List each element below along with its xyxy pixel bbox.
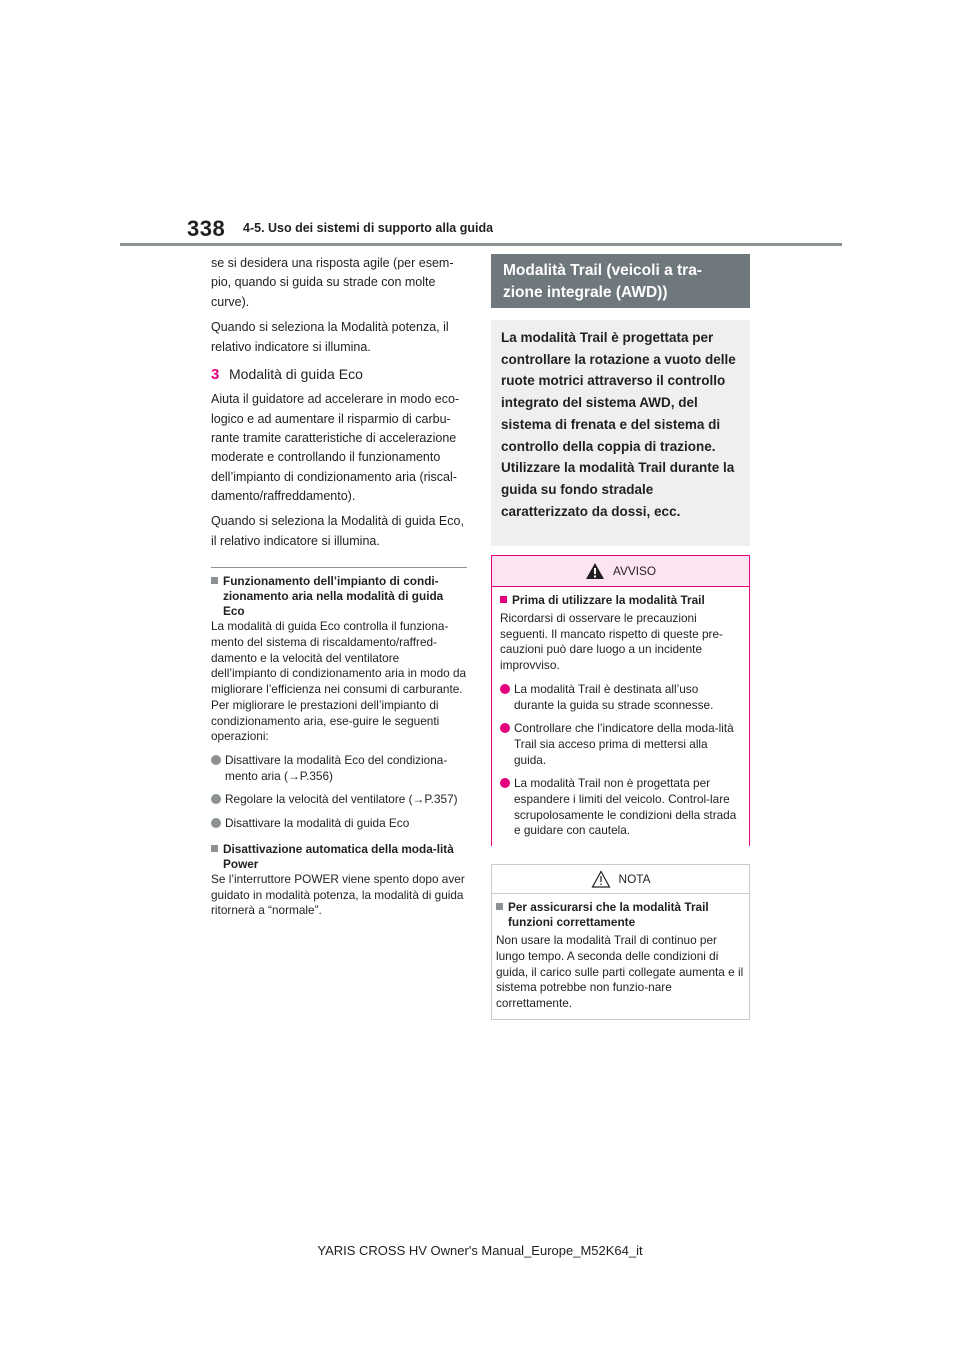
warning-subheading: [500, 593, 741, 608]
square-bullet-icon: [211, 845, 218, 852]
paragraph: Quando si seleziona la Modalità potenza, il relativo indicatore si illumina.: [211, 320, 449, 354]
left-column: [211, 254, 467, 919]
list-item-text: La modalità Trail non è progettata per espandere i limiti del veicolo. Control-lare scrupolosamente le condizioni della strada e guidare con cautela.: [514, 776, 737, 838]
warning-subtitle: Prima di utilizzare la modalità Trail: [512, 593, 705, 607]
note-subheading: [496, 900, 745, 930]
note-header: [492, 865, 749, 894]
list-item-text: Regolare la velocità del ventilatore (→P.357): [225, 792, 458, 807]
heading-number: 3: [211, 365, 220, 383]
caution-icon: [591, 870, 611, 888]
section-title: 4-5. Uso dei sistemi di supporto alla guida: [243, 221, 494, 235]
warning-list-item: [500, 721, 741, 768]
list-item: [211, 792, 467, 808]
warning-list-item: [500, 776, 741, 839]
circle-bullet-icon: [211, 755, 221, 765]
trail-mode-banner: Modalità Trail (veicoli a tra-zione integrale (AWD)): [491, 254, 750, 308]
warning-header: [492, 556, 749, 587]
warning-box: [491, 555, 750, 846]
list-item-text: Disattivare la modalità Eco del condiziona-mento aria (→P.356): [225, 752, 448, 783]
list-item: [211, 816, 467, 832]
subsection-text: Se l’interruttore POWER viene spento dopo aver guidato in modalità potenza, la modalità di guida ritornerà a “normale”.: [211, 871, 465, 918]
square-bullet-icon: [496, 903, 503, 910]
heading-text: Modalità di guida Eco: [229, 365, 363, 382]
section-divider: [211, 567, 467, 568]
header-divider: [120, 243, 842, 246]
footer-manual-id: YARIS CROSS HV Owner's Manual_Europe_M52K64_it: [317, 1243, 643, 1258]
warning-list-item: [500, 682, 741, 713]
note-title: NOTA: [618, 872, 651, 886]
paragraph: se si desidera una risposta agile (per esem-pio, quando si guida su strade con molte curve).: [211, 256, 454, 309]
circle-bullet-icon: [500, 778, 510, 788]
warning-body: [492, 587, 749, 846]
note-body: [492, 894, 749, 1018]
list-item-text: Controllare che l’indicatore della moda-lità Trail sia acceso prima di mettersi alla guida.: [514, 721, 734, 767]
subsection-text: La modalità di guida Eco controlla il funziona-mento del sistema di riscaldamento/raffred-damento e la velocità del ventilatore dell’impianto di condizionamento aria in modo da migliorare l’efficienza nei consumi di carburante. Per migliorare le prestazioni dell’impianto di condizionamento aria, ese-guire le seguenti operazioni:: [211, 619, 467, 744]
circle-bullet-icon: [500, 723, 510, 733]
list-item-text: Disattivare la modalità di guida Eco: [225, 815, 410, 830]
subsection-heading: [211, 842, 467, 872]
list-item: [211, 753, 467, 784]
circle-bullet-icon: [211, 794, 221, 804]
square-bullet-icon: [500, 596, 507, 603]
paragraph: Aiuta il guidatore ad accelerare in modo eco-logico e ad aumentare il risparmio di carbu-rante tramite caratteristiche di accelerazione moderate e controllando il funzionamento dell’impianto di condizionamento aria (riscal-damento/raffreddamento).: [211, 392, 460, 503]
subsection-title: Disattivazione automatica della moda-lità Power: [223, 841, 454, 871]
warning-icon: [585, 562, 605, 580]
note-subtitle: Per assicurarsi che la modalità Trail funzioni correttamente: [508, 900, 709, 930]
circle-bullet-icon: [500, 684, 510, 694]
square-bullet-icon: [211, 577, 218, 584]
note-text: Non usare la modalità Trail di continuo per lungo tempo. A seconda delle condizioni di guida, il carico sulle parti collegate aumenta e il sistema potrebbe non funzio-nare correttamente.: [496, 933, 744, 1010]
subsection-heading: [211, 574, 467, 619]
circle-bullet-icon: [211, 818, 221, 828]
paragraph: Quando si seleziona la Modalità di guida Eco, il relativo indicatore si illumina.: [211, 514, 464, 548]
warning-title: AVVISO: [612, 564, 657, 578]
warning-text: Ricordarsi di osservare le precauzioni seguenti. Il mancato rispetto di queste pre-cauzioni può dare luogo a un incidente improvviso.: [500, 611, 723, 673]
subsection-title: Funzionamento dell’impianto di condi-zionamento aria nella modalità di guida Eco: [223, 574, 444, 619]
numbered-heading: [211, 363, 467, 386]
note-box: [491, 864, 750, 1020]
list-item-text: La modalità Trail è destinata all’uso durante la guida su strade sconnesse.: [514, 681, 714, 712]
trail-mode-intro: La modalità Trail è progettata per controllare la rotazione a vuoto delle ruote motrici attraverso il controllo integrato del sistema AWD, del sistema di frenata e del sistema di controllo della coppia di trazione. Utilizzare la modalità Trail durante la guida su fondo stradale caratterizzato da dossi, ecc.: [491, 320, 750, 546]
page-number: 338: [187, 216, 226, 241]
